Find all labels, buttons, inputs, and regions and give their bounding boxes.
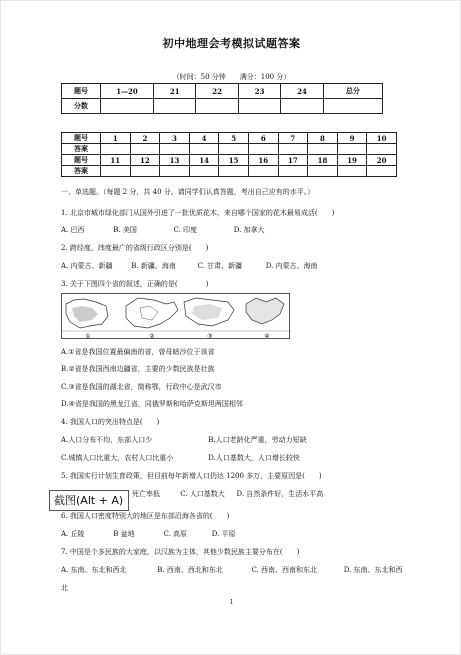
answer-row-numbers-2 (62, 155, 397, 166)
score-header: 题号 (62, 84, 101, 99)
option: C. 高原 (163, 530, 188, 538)
answer-cell (308, 144, 338, 155)
question-number: 16 (248, 155, 278, 166)
question-7-wrap: 北 (61, 584, 68, 592)
question-number: 10 (367, 133, 397, 144)
question-number: 18 (308, 155, 338, 166)
score-cell (323, 99, 382, 114)
answer-cell (337, 144, 367, 155)
option: B. 西南、西北和东北 (157, 566, 223, 574)
question-5-options (132, 489, 323, 499)
score-header: 总分 (323, 84, 382, 99)
answer-cell (160, 144, 190, 155)
question-1-options (61, 225, 265, 235)
option: B. 美国 (113, 226, 137, 234)
answer-row-label: 题号 (62, 155, 101, 166)
answer-row-numbers-1 (62, 133, 397, 144)
question-number: 6 (248, 133, 278, 144)
option: C. 西南、西南和东北 (251, 566, 318, 574)
question-1: 1. 北京市城市绿化部门从国外引进了一批优质花木，来自哪个国家的花木最易成活( ) (61, 209, 335, 217)
option: C. 人口基数大 (180, 490, 225, 498)
question-number: 8 (308, 133, 338, 144)
question-3-option-c: C.③省是我国的湖北省，简称鄂，行政中心是武汉市 (61, 383, 222, 391)
map-label-4: ④ (264, 333, 270, 340)
question-number: 5 (219, 133, 249, 144)
answer-cell (337, 166, 367, 177)
answer-row-label: 题号 (62, 133, 101, 144)
question-3-option-d: D.④省是我国的黑龙江省，同俄罗斯和哈萨克斯坦两国相邻 (61, 400, 243, 408)
province-map-2 (126, 298, 178, 328)
score-cell (101, 99, 154, 114)
question-number: 20 (367, 155, 397, 166)
option: D. 加拿大 (233, 226, 265, 234)
exam-meta: （时间：50 分钟 满分：100 分） (172, 73, 291, 81)
question-2: 2. 跨经度、纬度最广的省级行政区分别是( ) (61, 244, 209, 252)
answer-cell (219, 166, 249, 177)
option: D.人口基数大，人口增长较快 (208, 454, 300, 462)
answer-cell (130, 166, 160, 177)
answer-cell (189, 144, 219, 155)
score-header: 23 (238, 84, 280, 99)
option: C.城镇人口比重大，农村人口比重小 (61, 454, 174, 462)
province-map-4 (246, 298, 284, 324)
province-maps-figure (61, 293, 290, 339)
question-6-options (61, 529, 236, 539)
question-number: 1 (101, 133, 131, 144)
score-cell (154, 99, 196, 114)
question-number: 3 (160, 133, 190, 144)
option: D. 东南、东北和西 (343, 566, 403, 574)
question-2-options (61, 261, 318, 271)
score-table (61, 83, 383, 114)
answer-cell (367, 166, 397, 177)
answer-cell (101, 144, 131, 155)
question-number: 7 (278, 133, 308, 144)
province-map-1-shading (72, 306, 98, 322)
answer-cell (130, 144, 160, 155)
option: C. 甘肃、新疆 (197, 262, 243, 270)
option: B.人口老龄化严重，劳动力短缺 (208, 436, 307, 444)
score-header: 24 (281, 84, 323, 99)
question-number: 12 (130, 155, 160, 166)
question-3: 3. 关于下图四个省的叙述，正确的是( ) (61, 280, 209, 288)
question-number: 11 (101, 155, 131, 166)
score-header: 22 (196, 84, 238, 99)
option: A. 丘陵 (61, 530, 85, 538)
question-number: 17 (278, 155, 308, 166)
answer-row-label: 答案 (62, 144, 101, 155)
score-row-label: 分数 (62, 99, 101, 114)
question-4-options-row1 (61, 435, 307, 445)
answer-cell (278, 166, 308, 177)
score-header: 1—20 (101, 84, 154, 99)
page-number: 1 (229, 599, 234, 606)
option: A. 内蒙古、新疆 (61, 262, 113, 270)
option: C. 印度 (173, 226, 198, 234)
question-number: 13 (160, 155, 190, 166)
question-4: 4. 我国人口的突出特点是( ) (61, 418, 160, 426)
question-6: 6. 我国人口密度特别大的地区是东部沿海各省的( ) (61, 512, 230, 520)
question-number: 19 (337, 155, 367, 166)
screenshot-tooltip: 截图(Alt + A) (49, 490, 129, 511)
option: 死亡率低 (132, 490, 160, 498)
answer-cell (101, 166, 131, 177)
option: B 盆地 (113, 530, 135, 538)
answer-row-blank-2 (62, 166, 397, 177)
option: D. 内蒙古、海南 (265, 262, 318, 270)
answer-cell (308, 166, 338, 177)
score-cell (281, 99, 323, 114)
answer-cell (189, 166, 219, 177)
question-number: 15 (219, 155, 249, 166)
answer-cell (219, 144, 249, 155)
question-7-options (61, 565, 403, 575)
answer-cell (248, 166, 278, 177)
option: A. 巴西 (61, 226, 85, 234)
answer-cell (367, 144, 397, 155)
option: D. 平原 (211, 530, 236, 538)
map-label-2: ② (149, 333, 155, 340)
option: D. 自然条件好，生活水平高 (236, 490, 324, 498)
map-label-1: ① (85, 333, 91, 340)
question-number: 9 (337, 133, 367, 144)
option: A. 东南、东北和西北 (61, 566, 127, 574)
question-5: 5. 我国实行计划生育政策，但目前每年新增人口仍达 1200 多万，主要原因是( ) (61, 472, 322, 480)
answer-cell (160, 166, 190, 177)
question-number: 4 (189, 133, 219, 144)
section-heading: 一、单选题。（每题 2 分，共 40 分。请同学们认真答题，考出自己应有的水平。） (61, 188, 315, 196)
province-map-3-shading (192, 304, 222, 320)
answer-table (61, 132, 397, 177)
page-title: 初中地理会考模拟试题答案 (162, 37, 301, 50)
score-cell (196, 99, 238, 114)
option: A.人口分布不均，东部人口少 (61, 436, 153, 444)
answer-cell (278, 144, 308, 155)
answer-row-blank-1 (62, 144, 397, 155)
option: B. 新疆、海南 (131, 262, 176, 270)
score-header: 21 (154, 84, 196, 99)
question-3-option-b: B.②省是我国西南边疆省，主要的少数民族是壮族 (61, 365, 215, 373)
question-4-options-row2 (61, 453, 300, 463)
score-cell (238, 99, 280, 114)
answer-row-label: 答案 (62, 166, 101, 177)
question-number: 14 (189, 155, 219, 166)
answer-cell (248, 144, 278, 155)
question-number: 2 (130, 133, 160, 144)
question-3-option-a: A.①省是我国位置最偏南的省，曾母暗沙位于该省 (61, 348, 215, 356)
question-7: 7. 中国是个多民族的大家庭，以汉族为主体，其他少数民族主要分布在( ) (61, 548, 300, 556)
map-label-3: ③ (207, 333, 213, 340)
province-map-2-inner (140, 306, 158, 320)
